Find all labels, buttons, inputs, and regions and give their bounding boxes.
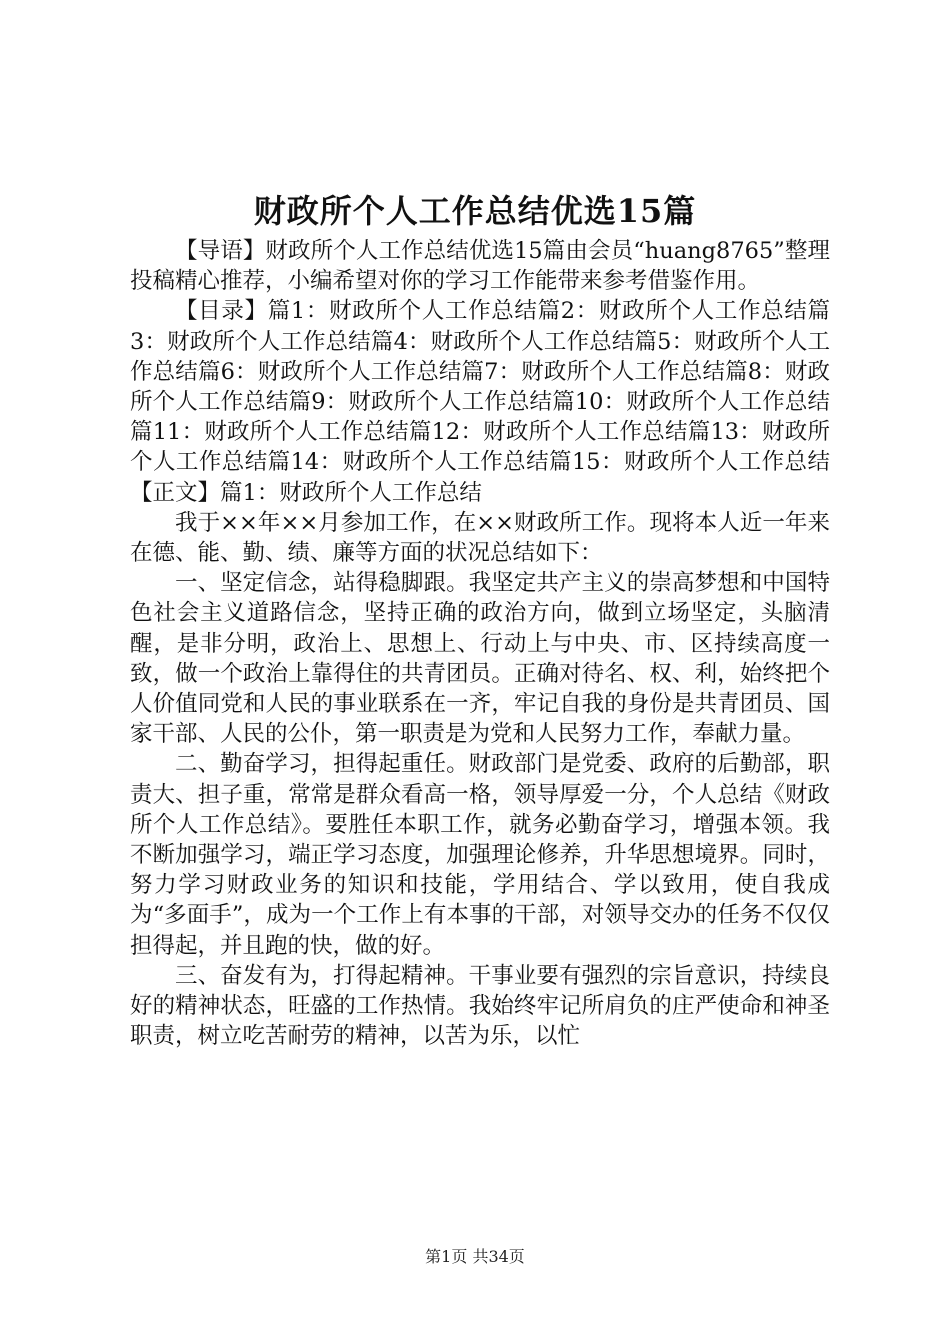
table-of-contents-paragraph: 【目录】篇1：财政所个人工作总结篇2：财政所个人工作总结篇3：财政所个人工作总结篇4：财政所个人工作总结篇5：财政所个人工作总结篇6：财政所个人工作总结篇7：财政所个人工作总结篇8：财政所个人工作总结篇9：财政所个人工作总结篇10：财政所个人工作总结篇11：财政所个人工作总结篇12：财政所个人工作总结篇13：财政所个人工作总结篇14：财政所个人工作总结篇15：财政所个人工作总结【正文】篇1：财政所个人工作总结 — [130, 298, 830, 506]
document-body — [130, 236, 830, 1051]
body-paragraph: 我于××年××月参加工作，在××财政所工作。现将本人近一年来在德、能、勤、绩、廉等方面的状况总结如下： — [130, 509, 830, 567]
body-paragraph: 一、坚定信念，站得稳脚跟。我坚定共产主义的崇高梦想和中国特色社会主义道路信念，坚持正确的政治方向，做到立场坚定，头脑清醒，是非分明，政治上、思想上、行动上与中央、市、区持续高度一致，做一个政治上靠得住的共青团员。正确对待名、权、利，始终把个人价值同党和人民的事业联系在一齐，牢记自我的身份是共青团员、国家干部、人民的公仆，第一职责是为党和人民努力工作，奉献力量。 — [130, 570, 830, 748]
intro-paragraph: 【导语】财政所个人工作总结优选15篇由会员“huang8765”整理投稿精心推荐，小编希望对你的学习工作能带来参考借鉴作用。 — [130, 238, 830, 295]
page-number-footer: 第1页 共34页 — [425, 1247, 525, 1266]
body-paragraph: 三、奋发有为，打得起精神。干事业要有强烈的宗旨意识，持续良好的精神状态，旺盛的工作热情。我始终牢记所肩负的庄严使命和神圣职责，树立吃苦耐劳的精神，以苦为乐，以忙 — [130, 962, 830, 1050]
body-paragraph: 二、勤奋学习，担得起重任。财政部门是党委、政府的后勤部，职责大、担子重，常常是群众看高一格，领导厚爱一分，个人总结《财政所个人工作总结》。要胜任本职工作，就务必勤奋学习，增强本领。我不断加强学习，端正学习态度，加强理论修养，升华思想境界。同时，努力学习财政业务的知识和技能，学用结合、学以致用，使自我成为“多面手”，成为一个工作上有本事的干部，对领导交办的任务不仅仅担得起，并且跑的快，做的好。 — [130, 751, 830, 959]
document-title: 财政所个人工作总结优选15篇 — [253, 192, 697, 230]
